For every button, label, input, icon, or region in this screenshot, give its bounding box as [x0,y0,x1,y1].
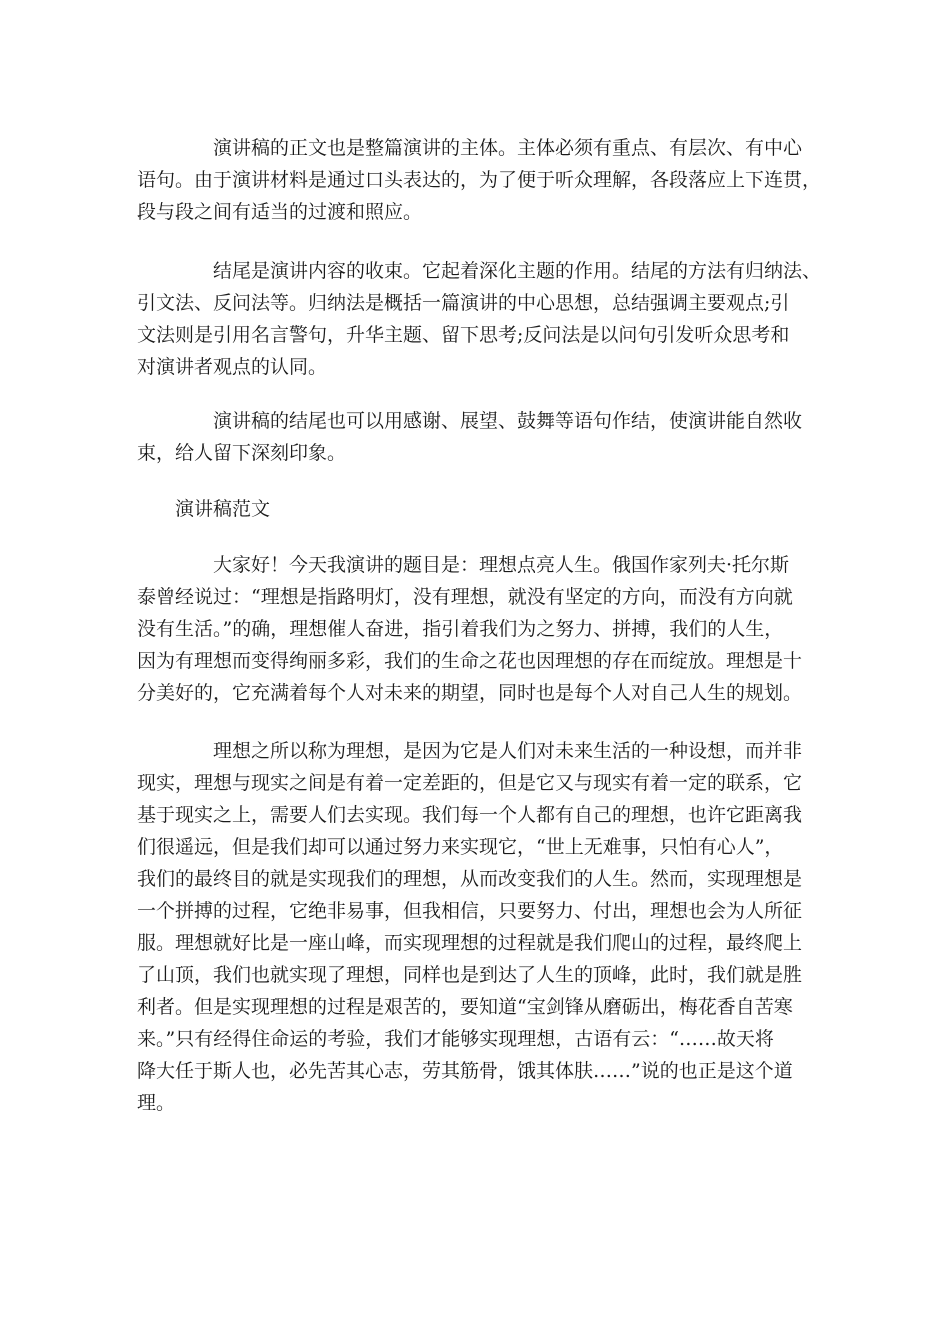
sample-paragraph-opening [137,549,817,709]
section-title [137,493,817,525]
paragraph-line: 大家好！今天我演讲的题目是：理想点亮人生。俄国作家列夫·托尔斯 [213,554,790,576]
paragraph-line: 理想之所以称为理想，是因为它是人们对未来生活的一种设想，而并非 [213,740,803,762]
paragraph-line: 理。 [137,1092,176,1114]
paragraph-line: 演讲稿的结尾也可以用感谢、展望、鼓舞等语句作结，使演讲能自然收 [213,410,803,432]
paragraph-line: 文法则是引用名言警句，升华主题、留下思考;反问法是以问句引发听众思考和 [137,324,790,346]
paragraph-line: 引文法、反问法等。归纳法是概括一篇演讲的中心思想，总结强调主要观点;引 [137,292,790,314]
paragraph-line: 分美好的，它充满着每个人对未来的期望，同时也是每个人对自己人生的规划。 [137,682,803,704]
paragraph-ending-phrases [137,405,817,469]
paragraph-line: 我们的最终目的就是实现我们的理想，从而改变我们的人生。然而，实现理想是 [137,868,803,890]
paragraph-line: 来。”只有经得住命运的考验，我们才能够实现理想，古语有云：“……故天将 [137,1028,774,1050]
paragraph-line: 们很遥远，但是我们却可以通过努力来实现它，“世上无难事，只怕有心人”， [137,836,784,858]
paragraph-line: 现实，理想与现实之间是有着一定差距的，但是它又与现实有着一定的联系，它 [137,772,803,794]
paragraph-line: 服。理想就好比是一座山峰，而实现理想的过程就是我们爬山的过程，最终爬上 [137,932,803,954]
paragraph-line: 演讲稿的正文也是整篇演讲的主体。主体必须有重点、有层次、有中心 [213,137,803,159]
paragraph-line: 对演讲者观点的认同。 [137,356,328,378]
paragraph-line: 语句。由于演讲材料是通过口头表达的，为了便于听众理解，各段落应上下连贯， [137,169,822,191]
section-title-text: 演讲稿范文 [175,498,271,520]
paragraph-body-intro [137,132,822,228]
paragraph-line: 段与段之间有适当的过渡和照应。 [137,201,423,223]
paragraph-line: 利者。但是实现理想的过程是艰苦的，要知道“宝剑锋从磨砺出，梅花香自苦寒 [137,996,793,1018]
paragraph-line: 一个拼搏的过程，它绝非易事，但我相信，只要努力、付出，理想也会为人所征 [137,900,803,922]
paragraph-line: 没有生活。”的确，理想催人奋进，指引着我们为之努力、拼搏，我们的人生， [137,618,784,640]
paragraph-line: 因为有理想而变得绚丽多彩，我们的生命之花也因理想的存在而绽放。理想是十 [137,650,803,672]
paragraph-line: 泰曾经说过：“理想是指路明灯，没有理想，就没有坚定的方向，而没有方向就 [137,586,793,608]
paragraph-line: 基于现实之上，需要人们去实现。我们每一个人都有自己的理想，也许它距离我 [137,804,803,826]
paragraph-line: 束，给人留下深刻印象。 [137,442,347,464]
paragraph-line: 结尾是演讲内容的收束。它起着深化主题的作用。结尾的方法有归纳法、 [213,260,822,282]
paragraph-ending-methods [137,255,822,383]
paragraph-line: 降大任于斯人也，必先苦其心志，劳其筋骨，饿其体肤……”说的也正是这个道 [137,1060,793,1082]
sample-paragraph-ideal [137,735,817,1119]
paragraph-line: 了山顶，我们也就实现了理想，同样也是到达了人生的顶峰，此时，我们就是胜 [137,964,803,986]
